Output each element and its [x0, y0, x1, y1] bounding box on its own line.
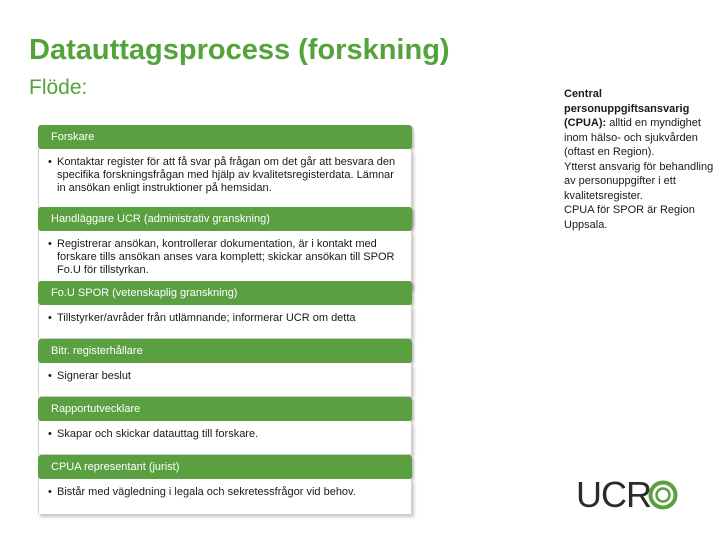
ucr-logo — [576, 474, 680, 514]
step-bullet: • Bistår med vägledning i legala och sekretessfrågor vid behov. — [48, 486, 403, 499]
step-bullet: • Signerar beslut — [48, 370, 403, 383]
page-subtitle: Flöde: — [29, 76, 88, 99]
step-bullet: • Skapar och skickar datauttag till forskare. — [48, 428, 403, 441]
step-bullet: • Registrerar ansökan, kontrollerar dokumentation, är i kontakt med forskare tills ansökan anses vara komplett; skickar ansökan till SPOR Fo.U för tillstyrkan. — [48, 238, 403, 277]
step-header: Fo.U SPOR (vetenskaplig granskning) — [38, 281, 412, 305]
step-header: Bitr. registerhållare — [38, 339, 412, 363]
logo-ring — [651, 483, 676, 508]
step-bullet: • Kontaktar register för att få svar på frågan om det går att besvara den specifika forskningsfrågan med hjälp av kvalitetsregisterdata. Lämnar in ansökan enligt instruktioner på hemsidan. — [48, 156, 403, 195]
cpua-spor: CPUA för SPOR är Region Uppsala. — [564, 204, 695, 231]
step-body — [38, 421, 412, 454]
cpua-note — [564, 87, 714, 232]
step-bullet: • Tillstyrker/avråder från utlämnande; informerar UCR om detta — [48, 312, 403, 325]
step-header: Handläggare UCR (administrativ granskning) — [38, 207, 412, 231]
step-header: CPUA representant (jurist) — [38, 455, 412, 479]
cpua-responsibility: Ytterst ansvarig för behandling av personuppgifter i ett kvalitetsregister. — [564, 160, 714, 202]
step-body — [38, 479, 412, 514]
cpua-term: Central personuppgiftsansvarig (CPUA): — [564, 88, 690, 129]
logo-text: UCR — [576, 474, 651, 514]
step-header: Forskare — [38, 125, 412, 149]
step-body — [38, 305, 412, 338]
logo-inner-ring — [657, 489, 670, 502]
cpua-definition — [564, 87, 714, 160]
page-title: Datauttagsprocess (forskning) — [29, 34, 450, 66]
ucr-logo-icon — [576, 474, 680, 514]
step-header: Rapportutvecklare — [38, 397, 412, 421]
cpua-description: alltid en myndighet inom hälso- och sjukvården (oftast en Region). — [564, 117, 701, 158]
step-body — [38, 363, 412, 396]
